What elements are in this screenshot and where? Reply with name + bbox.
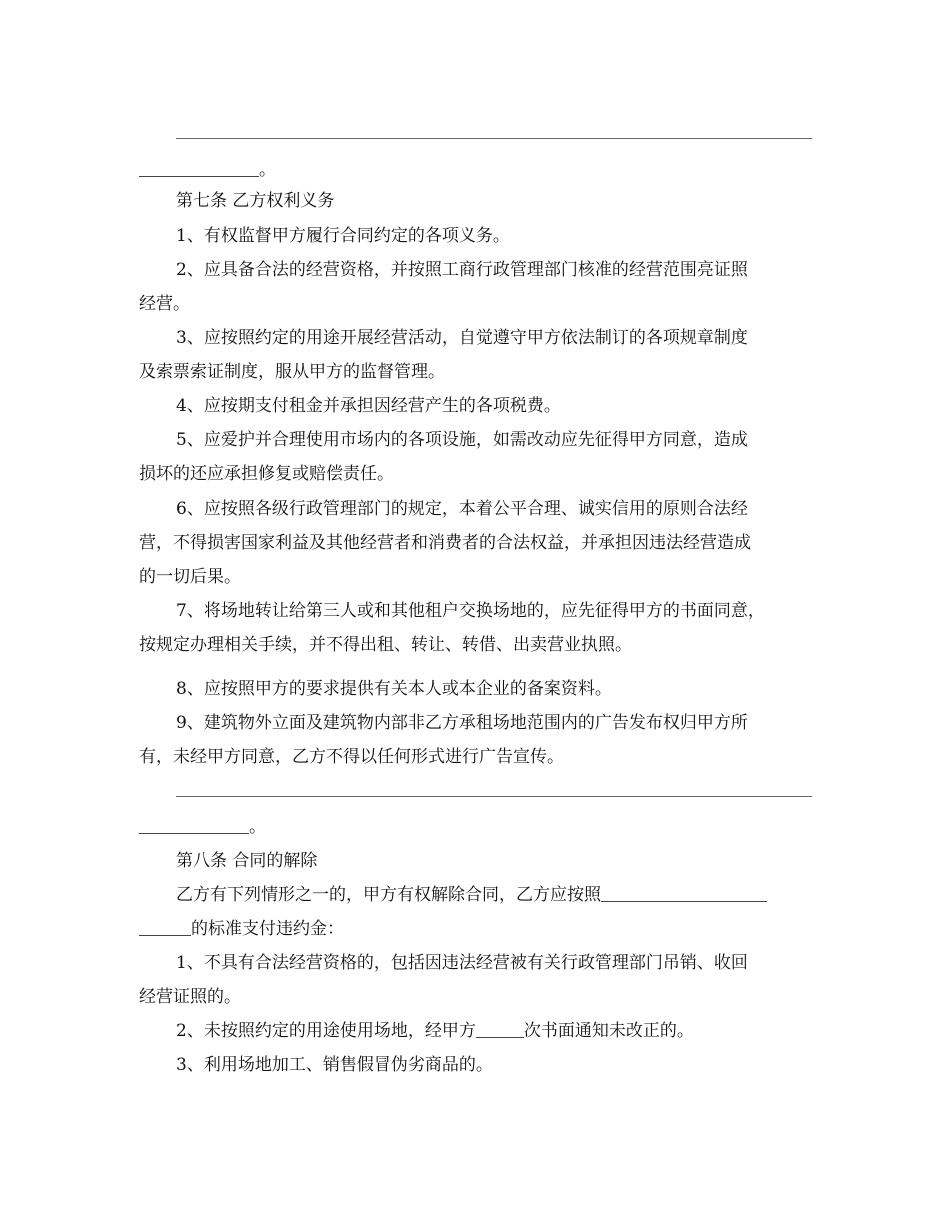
article-7-item-1: 1、有权监督甲方履行合同约定的各项义务。 — [176, 226, 510, 246]
fill-blank — [601, 884, 767, 902]
fill-rule — [176, 138, 812, 139]
article-7-item-2-cont: 经营。 — [139, 294, 190, 314]
fill-blank — [476, 1020, 524, 1038]
article-8-item-3: 3、利用场地加工、销售假冒伪劣商品的。 — [176, 1055, 493, 1075]
article-7-item-2: 2、应具备合法的经营资格，并按照工商行政管理部门核准的经营范围亮证照 — [176, 260, 748, 280]
article-8-item-2-text: 2、未按照约定的用途使用场地，经甲方 — [176, 1021, 476, 1041]
article-8-intro-cont-text: 的标准支付违约金： — [191, 919, 344, 939]
article-7-item-5: 5、应爱护并合理使用市场内的各项设施，如需改动应先征得甲方同意，造成 — [176, 430, 748, 450]
article-7-item-7: 7、将场地转让给第三人或和其他租户交换场地的，应先征得甲方的书面同意， — [176, 601, 765, 621]
fill-blank — [139, 159, 259, 177]
article-7-item-6-cont2: 的一切后果。 — [139, 567, 241, 587]
fill-blank — [139, 918, 191, 936]
article-7-item-9-cont: 有，未经甲方同意，乙方不得以任何形式进行广告宣传。 — [139, 747, 564, 767]
fill-end: 。 — [259, 160, 276, 180]
fill-line — [139, 158, 276, 182]
article-7-item-5-cont: 损坏的还应承担修复或赔偿责任。 — [139, 464, 394, 484]
fill-line — [139, 815, 266, 839]
article-8-title: 第八条 合同的解除 — [176, 851, 318, 871]
article-7-item-7-cont: 按规定办理相关手续，并不得出租、转让、转借、出卖营业执照。 — [139, 635, 632, 655]
article-7-item-4: 4、应按期支付租金并承担因经营产生的各项税费。 — [176, 396, 561, 416]
article-7-item-9: 9、建筑物外立面及建筑物内部非乙方承租场地范围内的广告发布权归甲方所 — [176, 713, 748, 733]
article-8-item-2 — [176, 1019, 694, 1043]
article-8-intro — [176, 883, 767, 907]
article-8-item-1-cont: 经营证照的。 — [139, 987, 241, 1007]
article-8-item-2-tail: 次书面通知未改正的。 — [523, 1021, 694, 1041]
article-7-item-3: 3、应按照约定的用途开展经营活动，自觉遵守甲方依法制订的各项规章制度 — [176, 328, 748, 348]
article-7-item-8: 8、应按照甲方的要求提供有关本人或本企业的备案资料。 — [176, 679, 612, 699]
article-7-item-6-cont: 营，不得损害国家利益及其他经营者和消费者的合法权益，并承担因违法经营造成 — [139, 533, 751, 553]
article-7-item-3-cont: 及索票索证制度，服从甲方的监督管理。 — [139, 362, 445, 382]
article-8-intro-cont — [139, 917, 344, 941]
article-8-intro-text: 乙方有下列情形之一的，甲方有权解除合同，乙方应按照 — [176, 885, 601, 905]
fill-end: 。 — [249, 817, 266, 837]
article-8-item-1: 1、不具有合法经营资格的，包括因违法经营被有关行政管理部门吊销、收回 — [176, 953, 748, 973]
fill-rule — [176, 796, 812, 797]
article-7-title: 第七条 乙方权利义务 — [176, 191, 335, 211]
article-7-item-6: 6、应按照各级行政管理部门的规定，本着公平合理、诚实信用的原则合法经 — [176, 499, 748, 519]
fill-blank — [139, 816, 249, 834]
